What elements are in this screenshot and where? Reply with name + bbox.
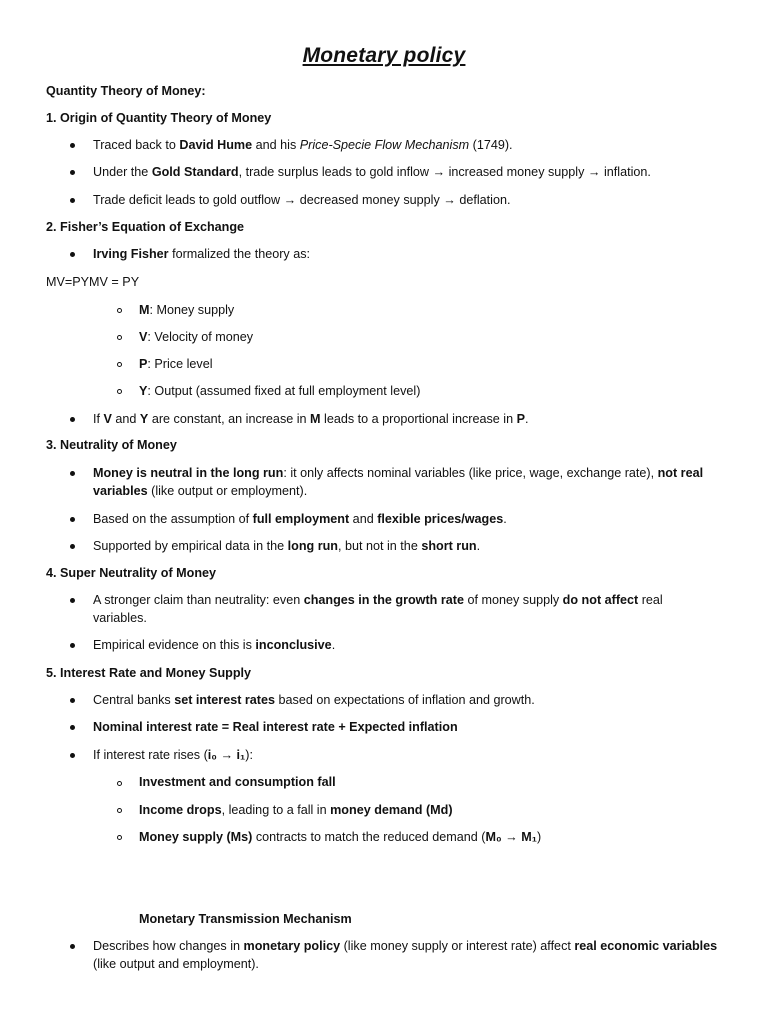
bullet-dot-icon <box>70 544 75 549</box>
s2-sub-p: P: Price level <box>139 357 213 371</box>
s2-sub-y: Y: Output (assumed fixed at full employment level) <box>139 384 421 398</box>
bullet-circle-icon <box>117 308 122 313</box>
section-4-heading: 4. Super Neutrality of Money <box>46 566 217 580</box>
s2-bullet-1: Irving Fisher formalized the theory as: <box>93 247 310 261</box>
s6-bullet-1-line-2: (like output and employment). <box>93 957 259 971</box>
s5-bullet-2: Nominal interest rate = Real interest rate + Expected inflation <box>93 720 458 734</box>
bullet-dot-icon <box>70 598 75 603</box>
s4-bullet-1-line-2: variables. <box>93 611 147 625</box>
s5-bullet-1: Central banks set interest rates based on expectations of inflation and growth. <box>93 693 535 707</box>
section-6-heading: Monetary Transmission Mechanism <box>139 912 352 926</box>
section-2-heading: 2. Fisher’s Equation of Exchange <box>46 220 245 234</box>
bullet-dot-icon <box>70 143 75 148</box>
intro-heading: Quantity Theory of Money: <box>46 84 206 98</box>
bullet-circle-icon <box>117 362 122 367</box>
s1-bullet-1: Traced back to David Hume and his Price-Specie Flow Mechanism (1749). <box>93 138 513 152</box>
s3-bullet-1-line-1: Money is neutral in the long run: it only affects nominal variables (like price, wage, exchange rate), not real <box>93 466 704 480</box>
bullet-dot-icon <box>70 170 75 175</box>
section-5-heading: 5. Interest Rate and Money Supply <box>46 666 252 680</box>
bullet-circle-icon <box>117 335 122 340</box>
bullet-dot-icon <box>70 753 75 758</box>
s3-bullet-3: Supported by empirical data in the long run, but not in the short run. <box>93 539 481 553</box>
s2-sub-v: V: Velocity of money <box>139 330 254 344</box>
s5-sub-3: Money supply (Ms) contracts to match the reduced demand (M₀ → M₁) <box>139 830 542 844</box>
s1-bullet-3: Trade deficit leads to gold outflow → decreased money supply → deflation. <box>93 193 511 207</box>
s4-bullet-2: Empirical evidence on this is inconclusive. <box>93 638 336 652</box>
bullet-circle-icon <box>117 389 122 394</box>
equation: MV=PYMV = PY <box>46 275 140 289</box>
s5-sub-1: Investment and consumption fall <box>139 775 336 789</box>
s4-bullet-1-line-1: A stronger claim than neutrality: even changes in the growth rate of money supply do not affect real <box>93 593 663 607</box>
s1-bullet-2: Under the Gold Standard, trade surplus leads to gold inflow → increased money supply → inflation. <box>93 165 651 179</box>
section-1-heading: 1. Origin of Quantity Theory of Money <box>46 111 272 125</box>
bullet-dot-icon <box>70 471 75 476</box>
bullet-dot-icon <box>70 698 75 703</box>
bullet-dot-icon <box>70 417 75 422</box>
s2-sub-m: M: Money supply <box>139 303 235 317</box>
s3-bullet-2: Based on the assumption of full employment and flexible prices/wages. <box>93 512 507 526</box>
bullet-dot-icon <box>70 725 75 730</box>
s3-bullet-1-line-2: variables (like output or employment). <box>93 484 308 498</box>
section-3-heading: 3. Neutrality of Money <box>46 438 177 452</box>
bullet-dot-icon <box>70 517 75 522</box>
s6-bullet-1-line-1: Describes how changes in monetary policy (like money supply or interest rate) affect real economic variables <box>93 939 718 953</box>
s5-bullet-3: If interest rate rises (i₀ → i₁): <box>93 748 253 762</box>
s5-sub-2: Income drops, leading to a fall in money demand (Md) <box>139 803 453 817</box>
bullet-circle-icon <box>117 808 122 813</box>
bullet-circle-icon <box>117 835 122 840</box>
s2-bullet-2: If V and Y are constant, an increase in M leads to a proportional increase in P. <box>93 412 529 426</box>
bullet-dot-icon <box>70 252 75 257</box>
bullet-dot-icon <box>70 198 75 203</box>
page-title: Monetary policy <box>302 44 466 67</box>
bullet-dot-icon <box>70 944 75 949</box>
bullet-dot-icon <box>70 643 75 648</box>
bullet-circle-icon <box>117 781 122 786</box>
